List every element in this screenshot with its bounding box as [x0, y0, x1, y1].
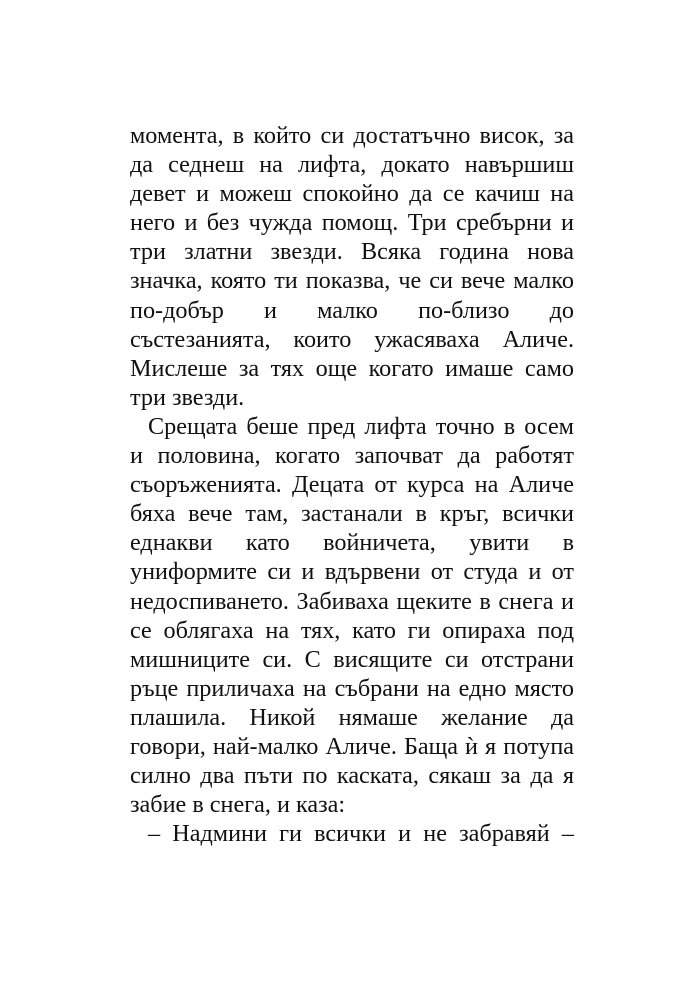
paragraph-1: момента, в който си достатъчно висок, за да седнеш на лифта, докато навършиш девет и можеш спокойно да се качиш на него и без чужда помощ. Три сребърни и три златни звезди. Всяка година нова значка, която ти показва, че си вече малко по-добър и малко по-близо до състезанията, които ужасяваха Аличе. Мислеше за тях още когато имаше само три звезди.	[130, 122, 574, 411]
paragraph-3: – Надмини ги всички и не забравяй –	[148, 820, 574, 848]
body-text	[130, 121, 574, 848]
paragraph-2: Срещата беше пред лифта точно в осем и половина, когато започват да работят съоръженията. Децата от курса на Аличе бяха вече там, застанали в кръг, всички еднакви като войничета, увити в униформите си и вдървени от студа и от недоспиването. Забиваха щеките в снега и се облягаха на тях, като ги опираха под мишниците си. С висящите си отстрани ръце приличаха на събрани на едно място плашила. Никой нямаше желание да говори, най-малко Аличе. Баща ѝ я потупа силно два пъти по каската, сякаш за да я забие в снега, и каза:	[130, 412, 574, 819]
